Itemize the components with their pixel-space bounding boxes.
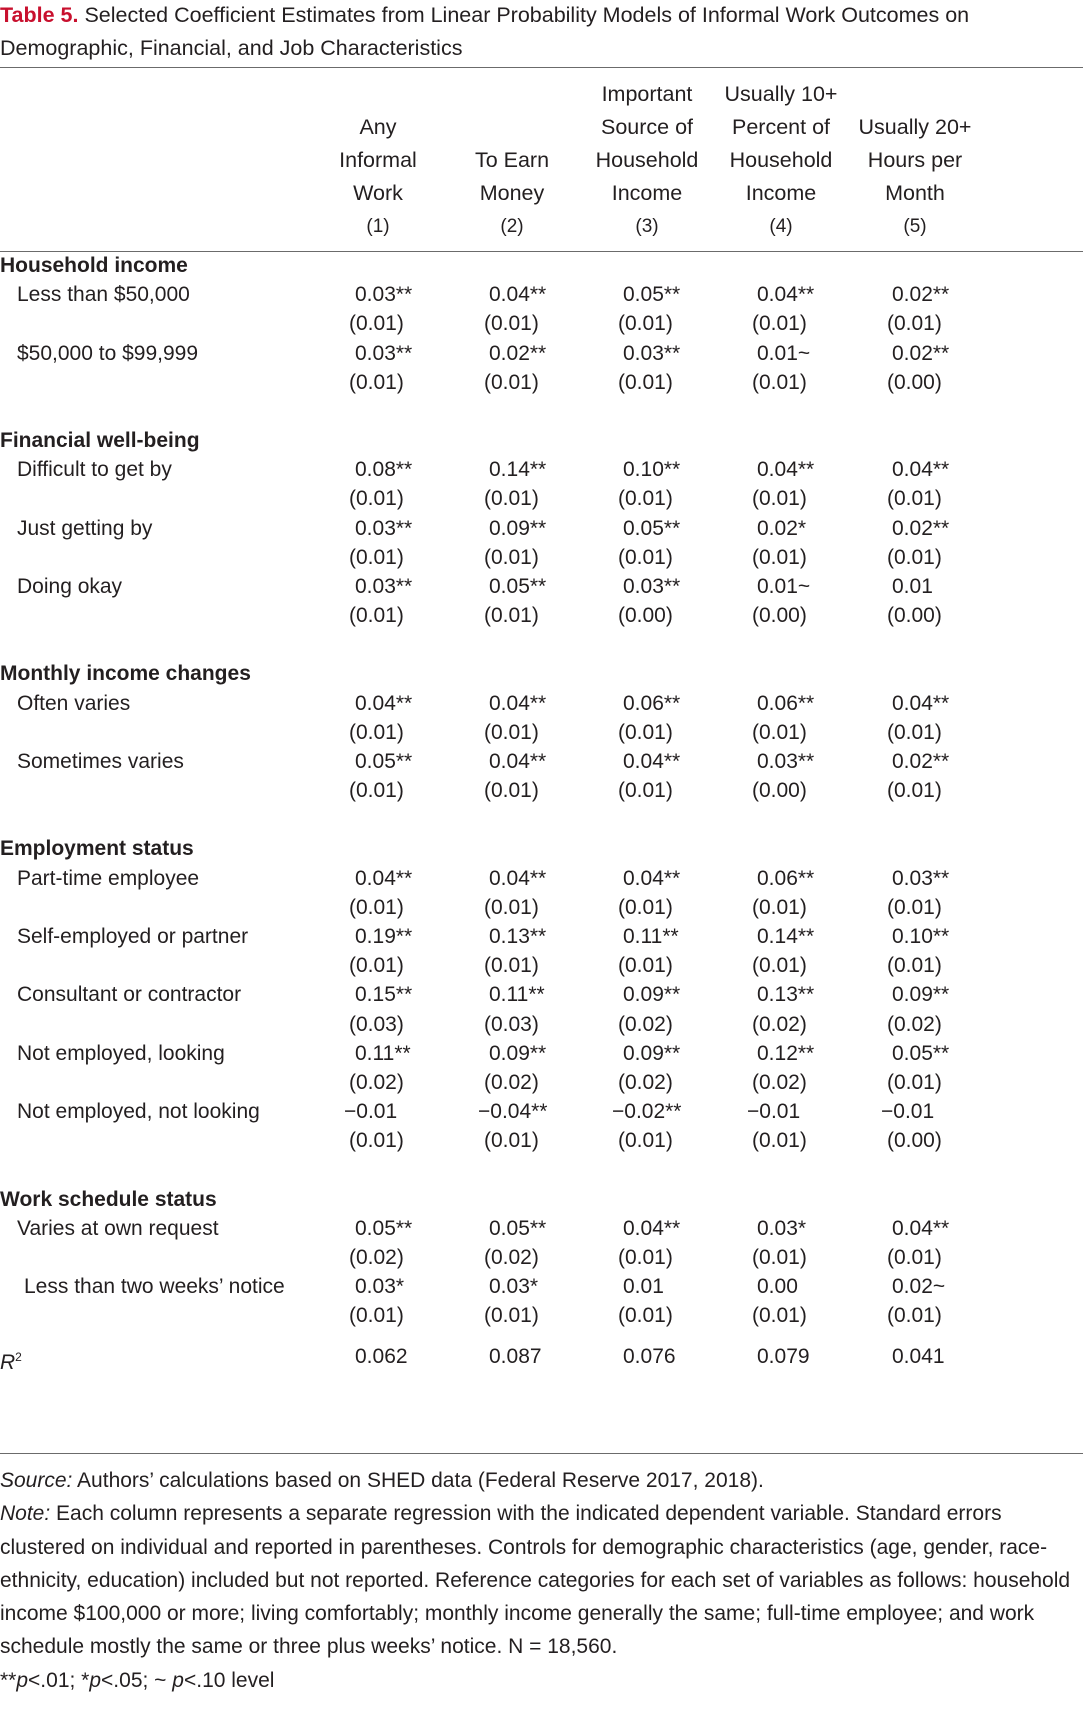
table-number: Table 5. — [0, 3, 79, 27]
r-squared-label-sup: 2 — [15, 1349, 22, 1364]
coefficient-cell: −0.04** — [478, 1100, 548, 1124]
standard-error-cell: (0.01) — [349, 895, 404, 919]
standard-error-cell: (0.03) — [349, 1012, 404, 1036]
coefficient-cell: 0.05** — [355, 750, 413, 773]
standard-error-cell: (0.01) — [349, 604, 404, 628]
coefficient-cell: 0.04** — [757, 283, 815, 307]
coefficient-row — [0, 979, 1083, 1011]
row-label: Self-employed or partner — [17, 925, 249, 948]
coefficient-cell: 0.11** — [355, 1041, 411, 1065]
column-number: (1) — [366, 216, 390, 237]
coefficient-cell: 0.02* — [757, 516, 807, 540]
coefficient-cell: 0.06** — [757, 691, 815, 715]
standard-error-cell: (0.00) — [752, 779, 807, 803]
coefficient-row — [0, 1096, 1083, 1128]
top-rule — [0, 67, 1083, 68]
column-header-line: Informal — [339, 148, 417, 172]
column-header-line: Income — [745, 181, 817, 205]
standard-error-cell: (0.01) — [618, 545, 673, 569]
coefficient-cell: 0.03** — [355, 516, 413, 540]
coefficient-cell: 0.04** — [892, 691, 950, 715]
significance-segment: p — [16, 1668, 29, 1692]
source-text: Authors’ calculations based on SHED data (Federal Reserve 2017, 2018). — [72, 1469, 764, 1492]
coefficient-row — [0, 688, 1083, 720]
standard-error-cell: (0.01) — [752, 1246, 807, 1269]
coefficient-cell: 0.03** — [355, 283, 413, 307]
column-header-line: Month — [885, 181, 945, 205]
r-squared-value: 0.062 — [355, 1344, 408, 1368]
column-header-line — [835, 78, 995, 111]
column-header-line: Any — [359, 115, 397, 139]
standard-error-cell: (0.01) — [752, 895, 807, 919]
coefficient-cell: 0.04** — [892, 1216, 950, 1240]
coefficient-cell: 0.03** — [892, 866, 950, 890]
column-number: (5) — [903, 216, 927, 237]
coefficient-cell: −0.02** — [612, 1100, 682, 1124]
coefficient-cell: 0.09** — [623, 983, 681, 1007]
standard-error-row — [0, 1125, 1083, 1157]
significance-note — [0, 1664, 1083, 1697]
standard-error-row — [0, 950, 1083, 982]
standard-error-row — [0, 717, 1083, 749]
standard-error-row — [0, 1242, 1083, 1274]
coefficient-cell: 0.13** — [757, 983, 815, 1007]
table-title — [0, 0, 1083, 65]
standard-error-cell: (0.01) — [887, 779, 942, 803]
coefficient-cell: 0.03* — [489, 1275, 539, 1299]
standard-error-cell: (0.01) — [618, 1304, 673, 1328]
coefficient-cell: 0.03** — [623, 341, 681, 365]
coefficient-row — [0, 1038, 1083, 1070]
standard-error-cell: (0.01) — [887, 895, 942, 919]
standard-error-cell: (0.01) — [349, 1129, 404, 1153]
standard-error-cell: (0.01) — [484, 895, 539, 919]
coefficient-cell: 0.04** — [623, 866, 681, 890]
coefficient-cell: 0.02** — [892, 750, 950, 773]
coefficient-cell: 0.09** — [892, 983, 950, 1007]
coefficient-cell: −0.01 — [747, 1100, 801, 1124]
method-note — [0, 1497, 1083, 1663]
coefficient-cell: 0.00 — [757, 1275, 798, 1299]
r-squared-value: 0.041 — [892, 1344, 945, 1368]
column-header-line: Source of — [600, 115, 694, 139]
coefficient-cell: 0.04** — [489, 866, 547, 890]
column-header-line: Usually 20+ — [858, 115, 972, 139]
coefficient-cell: 0.04** — [489, 283, 547, 307]
coefficient-cell: 0.04** — [892, 458, 950, 482]
standard-error-cell: (0.01) — [484, 720, 539, 744]
coefficient-cell: 0.03** — [623, 575, 681, 598]
standard-error-cell: (0.02) — [887, 1012, 942, 1036]
significance-segment: <.05; ~ — [101, 1668, 173, 1692]
standard-error-cell: (0.02) — [484, 1071, 539, 1094]
coefficient-cell: 0.14** — [757, 925, 815, 948]
standard-error-row — [0, 308, 1083, 340]
standard-error-cell: (0.01) — [752, 312, 807, 336]
standard-error-cell: (0.01) — [887, 1304, 942, 1328]
r-squared-value: 0.076 — [623, 1344, 676, 1368]
row-label: Just getting by — [17, 516, 153, 540]
standard-error-cell: (0.01) — [618, 312, 673, 336]
coefficient-row — [0, 1213, 1083, 1245]
coefficient-cell: −0.01 — [344, 1100, 398, 1124]
standard-error-cell: (0.01) — [618, 779, 673, 803]
section-title: Household income — [0, 254, 188, 277]
standard-error-cell: (0.01) — [349, 312, 404, 336]
standard-error-cell: (0.01) — [618, 487, 673, 511]
section-heading — [0, 425, 1083, 457]
row-label: Not employed, not looking — [17, 1100, 260, 1124]
significance-segment: <.10 level — [183, 1668, 275, 1692]
standard-error-cell: (0.01) — [349, 1304, 404, 1328]
standard-error-row — [0, 1300, 1083, 1332]
column-number: (4) — [769, 216, 793, 237]
coefficient-cell: 0.02** — [892, 283, 950, 307]
coefficient-cell: 0.14** — [489, 458, 547, 482]
coefficient-cell: 0.06** — [623, 691, 681, 715]
coefficient-row — [0, 513, 1083, 545]
row-label: Less than two weeks’ notice — [24, 1275, 285, 1299]
standard-error-cell: (0.01) — [484, 487, 539, 511]
standard-error-cell: (0.01) — [887, 720, 942, 744]
coefficient-row — [0, 454, 1083, 486]
coefficient-cell: 0.05** — [623, 516, 681, 540]
coefficient-cell: 0.04** — [757, 458, 815, 482]
coefficient-cell: 0.05** — [489, 1216, 547, 1240]
row-label: Less than $50,000 — [17, 283, 190, 307]
coefficient-row — [0, 746, 1083, 778]
standard-error-row — [0, 483, 1083, 515]
standard-error-cell: (0.01) — [484, 1129, 539, 1153]
coefficient-cell: 0.06** — [757, 866, 815, 890]
section-heading — [0, 1184, 1083, 1216]
standard-error-cell: (0.01) — [618, 370, 673, 394]
standard-error-row — [0, 892, 1083, 924]
coefficient-cell: 0.04** — [489, 691, 547, 715]
column-header-line: Work — [353, 181, 403, 205]
standard-error-cell: (0.01) — [484, 604, 539, 628]
row-label: Difficult to get by — [17, 458, 172, 482]
column-header-line: Hours per — [867, 148, 963, 172]
standard-error-cell: (0.00) — [887, 370, 942, 394]
coefficient-cell: 0.02** — [489, 341, 547, 365]
standard-error-cell: (0.01) — [618, 1246, 673, 1269]
standard-error-cell: (0.00) — [618, 604, 673, 628]
section-title: Financial well-being — [0, 429, 200, 452]
column-header-line: Usually 10+ — [724, 82, 838, 106]
standard-error-cell: (0.01) — [887, 545, 942, 569]
standard-error-cell: (0.02) — [484, 1246, 539, 1269]
standard-error-cell: (0.01) — [887, 312, 942, 336]
row-label: Doing okay — [17, 575, 123, 598]
row-label: Varies at own request — [17, 1216, 219, 1240]
section-title: Work schedule status — [0, 1187, 217, 1211]
standard-error-cell: (0.01) — [349, 779, 404, 803]
row-label: Part-time employee — [17, 866, 200, 890]
standard-error-cell: (0.01) — [618, 1129, 673, 1153]
standard-error-cell: (0.00) — [752, 604, 807, 628]
coefficient-cell: 0.03* — [355, 1275, 405, 1299]
significance-segment: <.01; * — [28, 1668, 90, 1692]
r-squared-label — [0, 1341, 22, 1379]
r-squared-label-base: R — [0, 1350, 16, 1374]
column-number: (3) — [635, 216, 659, 237]
standard-error-row — [0, 542, 1083, 574]
coefficient-cell: 0.04** — [623, 1216, 681, 1240]
standard-error-cell: (0.01) — [349, 720, 404, 744]
standard-error-cell: (0.02) — [349, 1246, 404, 1269]
bottom-rule — [0, 1453, 1083, 1454]
coefficient-cell: 0.15** — [355, 983, 413, 1007]
standard-error-cell: (0.01) — [484, 1304, 539, 1328]
r-squared-row — [0, 1341, 1083, 1373]
coefficient-cell: 0.13** — [489, 925, 547, 948]
coefficient-cell: 0.03* — [757, 1216, 807, 1240]
standard-error-cell: (0.01) — [618, 895, 673, 919]
significance-segment: p — [172, 1668, 184, 1692]
coefficient-cell: 0.10** — [892, 925, 950, 948]
coefficient-cell: 0.11** — [623, 925, 679, 948]
row-label: Consultant or contractor — [17, 983, 242, 1007]
coefficient-cell: 0.08** — [355, 458, 413, 482]
standard-error-cell: (0.01) — [887, 487, 942, 511]
r-squared-value: 0.079 — [757, 1344, 810, 1368]
coefficient-cell: 0.05** — [355, 1216, 413, 1240]
column-header-line: Household — [729, 148, 833, 172]
coefficient-cell: 0.01 — [623, 1275, 664, 1299]
standard-error-cell: (0.01) — [752, 1129, 807, 1153]
standard-error-cell: (0.01) — [349, 370, 404, 394]
coefficient-cell: 0.09** — [623, 1041, 681, 1065]
coefficient-cell: 0.19** — [355, 925, 413, 948]
row-label: $50,000 to $99,999 — [17, 341, 199, 365]
standard-error-cell: (0.01) — [752, 545, 807, 569]
coefficient-row — [0, 279, 1083, 311]
standard-error-cell: (0.01) — [752, 370, 807, 394]
coefficient-cell: 0.02~ — [892, 1275, 946, 1299]
coefficient-cell: 0.01 — [892, 575, 933, 598]
row-label: Often varies — [17, 691, 131, 715]
table-notes — [0, 1464, 1083, 1697]
column-header-line: Important — [601, 82, 693, 106]
standard-error-cell: (0.01) — [484, 312, 539, 336]
standard-error-cell: (0.01) — [618, 720, 673, 744]
coefficient-row — [0, 1271, 1083, 1303]
standard-error-cell: (0.02) — [752, 1012, 807, 1036]
standard-error-cell: (0.01) — [887, 954, 942, 978]
standard-error-row — [0, 1009, 1083, 1041]
table-title-text: Selected Coefficient Estimates from Linear Probability Models of Informal Work Outcomes on Demographic, Financial, and Job Characteristics — [0, 3, 970, 60]
section-title: Monthly income changes — [0, 662, 251, 686]
coefficient-cell: 0.03** — [757, 750, 815, 773]
column-header-line: Household — [595, 148, 699, 172]
coefficient-cell: 0.04** — [623, 750, 681, 773]
standard-error-cell: (0.01) — [618, 954, 673, 978]
standard-error-cell: (0.01) — [752, 1304, 807, 1328]
standard-error-cell: (0.01) — [887, 1246, 942, 1269]
coefficient-cell: 0.05** — [489, 575, 547, 598]
section-heading — [0, 658, 1083, 690]
row-label: Sometimes varies — [17, 750, 184, 773]
row-label: Not employed, looking — [17, 1041, 225, 1065]
source-note — [0, 1464, 1083, 1497]
standard-error-cell: (0.02) — [349, 1071, 404, 1094]
coefficient-cell: 0.04** — [489, 750, 547, 773]
standard-error-cell: (0.02) — [618, 1071, 673, 1094]
standard-error-row — [0, 775, 1083, 807]
significance-segment: p — [89, 1668, 102, 1692]
column-header-line: Money — [479, 181, 545, 205]
standard-error-cell: (0.03) — [484, 1012, 539, 1036]
column-number: (2) — [500, 216, 524, 237]
coefficient-cell: 0.09** — [489, 1041, 547, 1065]
standard-error-cell: (0.01) — [349, 487, 404, 511]
standard-error-row — [0, 1067, 1083, 1099]
coefficient-cell: 0.09** — [489, 516, 547, 540]
section-heading — [0, 833, 1083, 865]
coefficient-row — [0, 921, 1083, 953]
standard-error-cell: (0.02) — [618, 1012, 673, 1036]
standard-error-cell: (0.00) — [887, 1129, 942, 1153]
coefficient-cell: 0.02** — [892, 341, 950, 365]
r-squared-value: 0.087 — [489, 1344, 542, 1368]
note-text: Each column represents a separate regression with the indicated dependent variable. Standard errors clustered on individual and reported in parentheses. Controls for demographic characteristics (age, gender, race-ethnicity, education) included but not reported. Reference categories for each set of variables as follows: household income $100,000 or more; living comfortably; monthly income generally the same; full-time employee; and work schedule mostly the same or three plus weeks’ notice. N = 18,560. — [0, 1502, 1071, 1659]
column-header-line: Percent of — [732, 115, 830, 139]
standard-error-cell: (0.01) — [484, 370, 539, 394]
coefficient-row — [0, 338, 1083, 370]
standard-error-cell: (0.01) — [752, 487, 807, 511]
section-title: Employment status — [0, 837, 194, 861]
coefficient-cell: 0.01~ — [757, 341, 811, 365]
section-heading — [0, 250, 1083, 282]
coefficient-row — [0, 571, 1083, 603]
coefficient-cell: −0.01 — [881, 1100, 935, 1124]
standard-error-cell: (0.01) — [752, 720, 807, 744]
standard-error-cell: (0.01) — [484, 545, 539, 569]
coefficient-cell: 0.05** — [623, 283, 681, 307]
standard-error-cell: (0.01) — [349, 954, 404, 978]
column-header-5 — [835, 78, 995, 243]
coefficient-cell: 0.04** — [355, 866, 413, 890]
standard-error-cell: (0.01) — [752, 954, 807, 978]
coefficient-cell: 0.12** — [757, 1041, 815, 1065]
column-header-line: To Earn — [474, 148, 550, 172]
standard-error-cell: (0.01) — [349, 545, 404, 569]
coefficient-cell: 0.02** — [892, 516, 950, 540]
standard-error-row — [0, 600, 1083, 632]
coefficient-cell: 0.01~ — [757, 575, 811, 598]
coefficient-cell: 0.03** — [355, 575, 413, 598]
standard-error-cell: (0.02) — [752, 1071, 807, 1094]
standard-error-cell: (0.01) — [484, 779, 539, 803]
standard-error-cell: (0.01) — [484, 954, 539, 978]
coefficient-cell: 0.03** — [355, 341, 413, 365]
column-header-line: Income — [611, 181, 683, 205]
note-label: Note: — [0, 1502, 51, 1526]
coefficient-cell: 0.11** — [489, 983, 545, 1007]
standard-error-row — [0, 367, 1083, 399]
coefficient-cell: 0.05** — [892, 1041, 950, 1065]
significance-segment: ** — [0, 1668, 17, 1692]
standard-error-cell: (0.01) — [887, 1071, 942, 1094]
standard-error-cell: (0.00) — [887, 604, 942, 628]
source-label: Source: — [0, 1469, 73, 1492]
coefficient-cell: 0.04** — [355, 691, 413, 715]
coefficient-row — [0, 863, 1083, 895]
coefficient-cell: 0.10** — [623, 458, 681, 482]
